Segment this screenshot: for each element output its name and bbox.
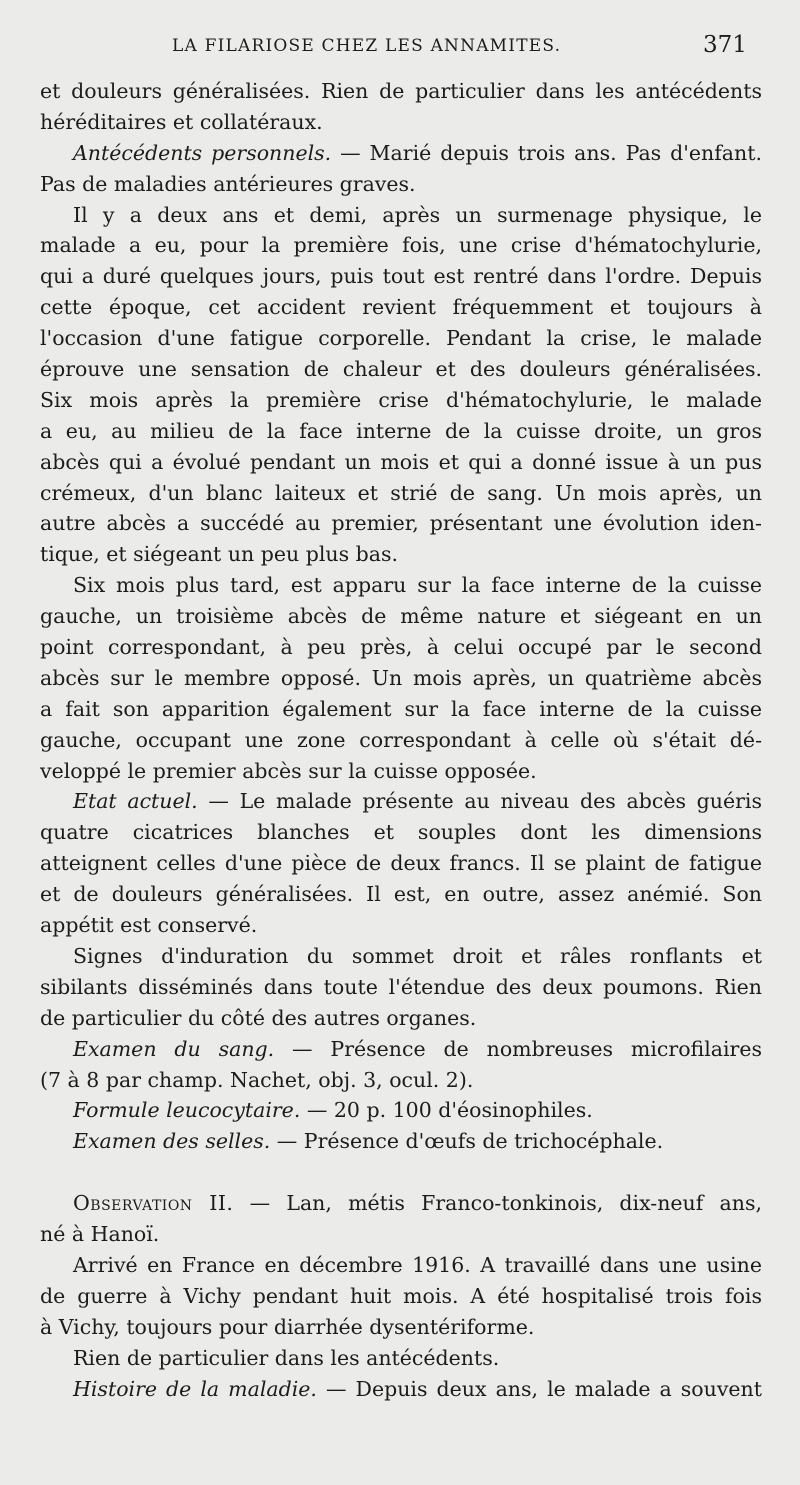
line-text: (7 à 8 par champ. Nachet, obj. 3, ocul. 2). bbox=[40, 1067, 474, 1092]
text-line bbox=[40, 138, 762, 169]
line-text: autre abcès a succédé au premier, présentant une évolution iden- bbox=[40, 511, 762, 536]
text-line bbox=[40, 601, 762, 632]
body-text bbox=[40, 76, 762, 1404]
text-line bbox=[40, 354, 762, 385]
line-text: — Le malade présente au niveau des abcès guéris bbox=[197, 789, 762, 814]
section-label: Examen des selles. bbox=[73, 1129, 271, 1154]
line-text: et douleurs généralisées. Rien de particulier dans les antécédents bbox=[40, 79, 762, 103]
observation-heading: Observation II. bbox=[73, 1191, 234, 1216]
text-line bbox=[40, 972, 762, 1003]
line-text: de particulier du côté des autres organes. bbox=[40, 1005, 477, 1030]
line-text: Six mois après la première crise d'hématochylurie, le malade bbox=[40, 387, 762, 412]
line-text: point correspondant, à peu près, à celui occupé par le second bbox=[40, 635, 762, 660]
line-text: malade a eu, pour la première fois, une crise d'hématochylurie, bbox=[40, 233, 762, 258]
text-line bbox=[40, 447, 762, 478]
text-line bbox=[40, 786, 762, 817]
text-line bbox=[40, 107, 762, 138]
line-text: de guerre à Vichy pendant huit mois. A été hospitalisé trois fois bbox=[40, 1283, 762, 1308]
text-line bbox=[40, 570, 762, 601]
page-header bbox=[0, 32, 800, 62]
text-line bbox=[40, 694, 762, 725]
line-text: — Depuis deux ans, le malade a souvent bbox=[316, 1376, 763, 1401]
line-text: veloppé le premier abcès sur la cuisse opposée. bbox=[40, 758, 537, 783]
line-text: Rien de particulier dans les antécédents. bbox=[73, 1345, 500, 1370]
text-line bbox=[40, 879, 762, 910]
text-line bbox=[40, 1343, 762, 1374]
line-text: — 20 p. 100 d'éosinophiles. bbox=[300, 1098, 593, 1123]
line-text: Six mois plus tard, est apparu sur la face interne de la cuisse bbox=[73, 573, 762, 598]
page-number: 371 bbox=[703, 32, 747, 58]
text-line bbox=[40, 1126, 762, 1157]
line-text: héréditaires et collatéraux. bbox=[40, 109, 323, 134]
line-text: gauche, un troisième abcès de même nature et siégeant en un bbox=[40, 604, 762, 629]
text-line bbox=[40, 478, 762, 509]
text-line bbox=[40, 1250, 762, 1281]
line-text: Arrivé en France en décembre 1916. A travaillé dans une usine bbox=[73, 1252, 762, 1277]
line-text: l'occasion d'une fatigue corporelle. Pendant la crise, le malade bbox=[40, 326, 762, 351]
section-label: Examen du sang. bbox=[73, 1036, 275, 1061]
text-line bbox=[40, 1095, 762, 1126]
line-text: — Présence de nombreuses microfilaires bbox=[274, 1036, 762, 1061]
line-text: Il y a deux ans et demi, après un surmenage physique, le bbox=[73, 202, 762, 227]
text-line bbox=[40, 76, 762, 107]
line-text: — Présence d'œufs de trichocéphale. bbox=[270, 1129, 664, 1154]
text-line bbox=[40, 539, 762, 570]
line-text: qui a duré quelques jours, puis tout est rentré dans l'ordre. Depuis bbox=[40, 264, 762, 289]
line-text: Signes d'induration du sommet droit et râles ronflants et bbox=[73, 943, 762, 968]
text-line bbox=[40, 910, 762, 941]
text-line bbox=[40, 385, 762, 416]
line-text: abcès sur le membre opposé. Un mois après, un quatrième abcès bbox=[40, 665, 762, 690]
paragraph-gap bbox=[40, 1157, 762, 1188]
line-text: appétit est conservé. bbox=[40, 913, 258, 938]
text-line bbox=[40, 1003, 762, 1034]
text-line bbox=[40, 1281, 762, 1312]
text-line bbox=[40, 261, 762, 292]
text-line bbox=[40, 169, 762, 200]
line-text: gauche, occupant une zone correspondant à celle où s'était dé- bbox=[40, 727, 762, 752]
line-text: à Vichy, toujours pour diarrhée dysentériforme. bbox=[40, 1314, 535, 1339]
line-text: éprouve une sensation de chaleur et des douleurs généralisées. bbox=[40, 357, 762, 382]
text-line bbox=[40, 1312, 762, 1343]
line-text: a eu, au milieu de la face interne de la cuisse droite, un gros bbox=[40, 418, 762, 443]
text-line bbox=[40, 941, 762, 972]
line-text: Pas de maladies antérieures graves. bbox=[40, 171, 416, 196]
text-line bbox=[40, 848, 762, 879]
line-text: sibilants disséminés dans toute l'étendue des deux poumons. Rien bbox=[40, 974, 762, 999]
text-line bbox=[40, 1374, 762, 1405]
section-label: Histoire de la maladie. bbox=[73, 1376, 317, 1401]
line-text: et de douleurs généralisées. Il est, en outre, assez anémié. Son bbox=[40, 882, 762, 907]
line-text: a fait son apparition également sur la face interne de la cuisse bbox=[40, 696, 762, 721]
section-label: Etat actuel. bbox=[73, 789, 198, 814]
text-line bbox=[40, 663, 762, 694]
line-text: — Marié depuis trois ans. Pas d'enfant. bbox=[331, 140, 762, 165]
text-line bbox=[40, 632, 762, 663]
text-line bbox=[40, 817, 762, 848]
text-line bbox=[40, 416, 762, 447]
text-line bbox=[40, 1219, 762, 1250]
line-text: quatre cicatrices blanches et souples dont les dimensions bbox=[40, 820, 762, 845]
text-line bbox=[40, 1065, 762, 1096]
running-title: LA FILARIOSE CHEZ LES ANNAMITES. bbox=[172, 36, 562, 56]
line-text: né à Hanoï. bbox=[40, 1222, 160, 1247]
text-line bbox=[40, 725, 762, 756]
line-text: — Lan, métis Franco-tonkinois, dix-neuf ans, bbox=[233, 1191, 763, 1216]
text-line bbox=[40, 1188, 762, 1219]
line-text: cette époque, cet accident revient fréquemment et toujours à bbox=[40, 295, 762, 320]
section-label: Antécédents personnels. bbox=[73, 140, 332, 165]
text-line bbox=[40, 323, 762, 354]
text-line bbox=[40, 292, 762, 323]
line-text: crémeux, d'un blanc laiteux et strié de sang. Un mois après, un bbox=[40, 480, 762, 505]
section-label: Formule leucocytaire. bbox=[73, 1098, 301, 1123]
text-line bbox=[40, 200, 762, 231]
text-line bbox=[40, 756, 762, 787]
line-text: abcès qui a évolué pendant un mois et qui a donné issue à un pus bbox=[40, 449, 762, 474]
text-line bbox=[40, 230, 762, 261]
line-text: tique, et siégeant un peu plus bas. bbox=[40, 542, 399, 567]
text-line bbox=[40, 1034, 762, 1065]
line-text: atteignent celles d'une pièce de deux francs. Il se plaint de fatigue bbox=[40, 851, 762, 876]
text-line bbox=[40, 508, 762, 539]
